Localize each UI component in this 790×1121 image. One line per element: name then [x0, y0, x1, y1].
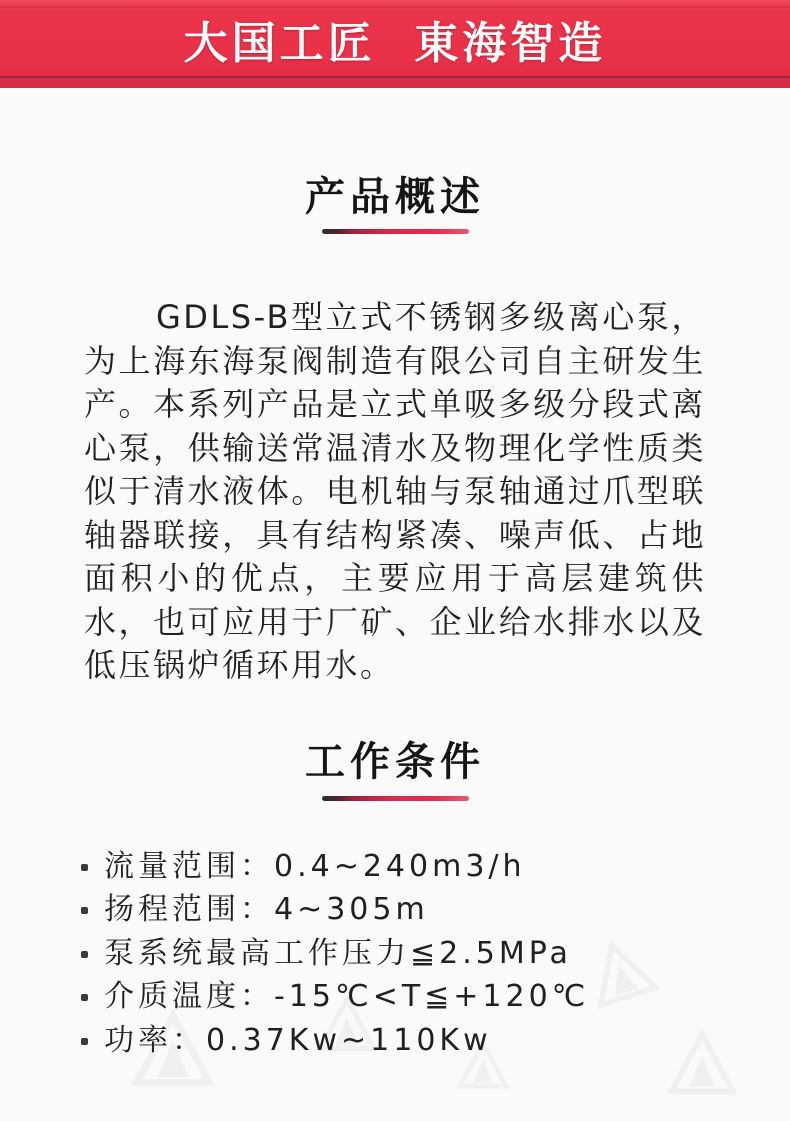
condition-text: 功率：0.37Kw~110Kw [104, 1022, 492, 1058]
bullet-dot-icon [81, 907, 88, 914]
condition-text: 扬程范围：4~305m [104, 892, 429, 927]
condition-item [104, 888, 706, 932]
bullet-dot-icon [81, 951, 88, 958]
section-overview [84, 88, 706, 688]
bullet-dot-icon [81, 994, 88, 1001]
header-banner [0, 0, 790, 88]
section-conditions [84, 688, 706, 1063]
overview-paragraph: GDLS-B型立式不锈钢多级离心泵，为上海东海泵阀制造有限公司自主研发生产。本系列产品是立式单吸多级分段式离心泵，供输送常温清水及物理化学性质类似于清水液体。电机轴与泵轴通过爪型联轴器联接，具有结构紧凑、噪声低、占地面积小的优点，主要应用于高层建筑供水，也可应用于厂矿、企业给水排水以及低压锅炉循环用水。 [84, 298, 706, 684]
condition-item [104, 845, 706, 889]
conditions-heading: 工作条件 [305, 738, 485, 785]
heading-underline [322, 229, 469, 234]
condition-text: 流量范围：0.4~240m3/h [104, 848, 526, 884]
condition-item [104, 975, 706, 1019]
bullet-dot-icon [81, 864, 88, 871]
bullet-dot-icon [81, 1038, 88, 1045]
conditions-list [84, 845, 706, 1063]
condition-item [104, 1019, 706, 1063]
banner-title: 大国工匠 東海智造 [183, 18, 607, 69]
overview-heading: 产品概述 [305, 174, 485, 220]
content [0, 88, 790, 1062]
condition-item [104, 932, 706, 976]
heading-underline [322, 796, 469, 801]
condition-text: 介质温度：-15℃<T≦+120℃ [104, 979, 590, 1014]
condition-text: 泵系统最高工作压力≦2.5MPa [104, 935, 572, 971]
